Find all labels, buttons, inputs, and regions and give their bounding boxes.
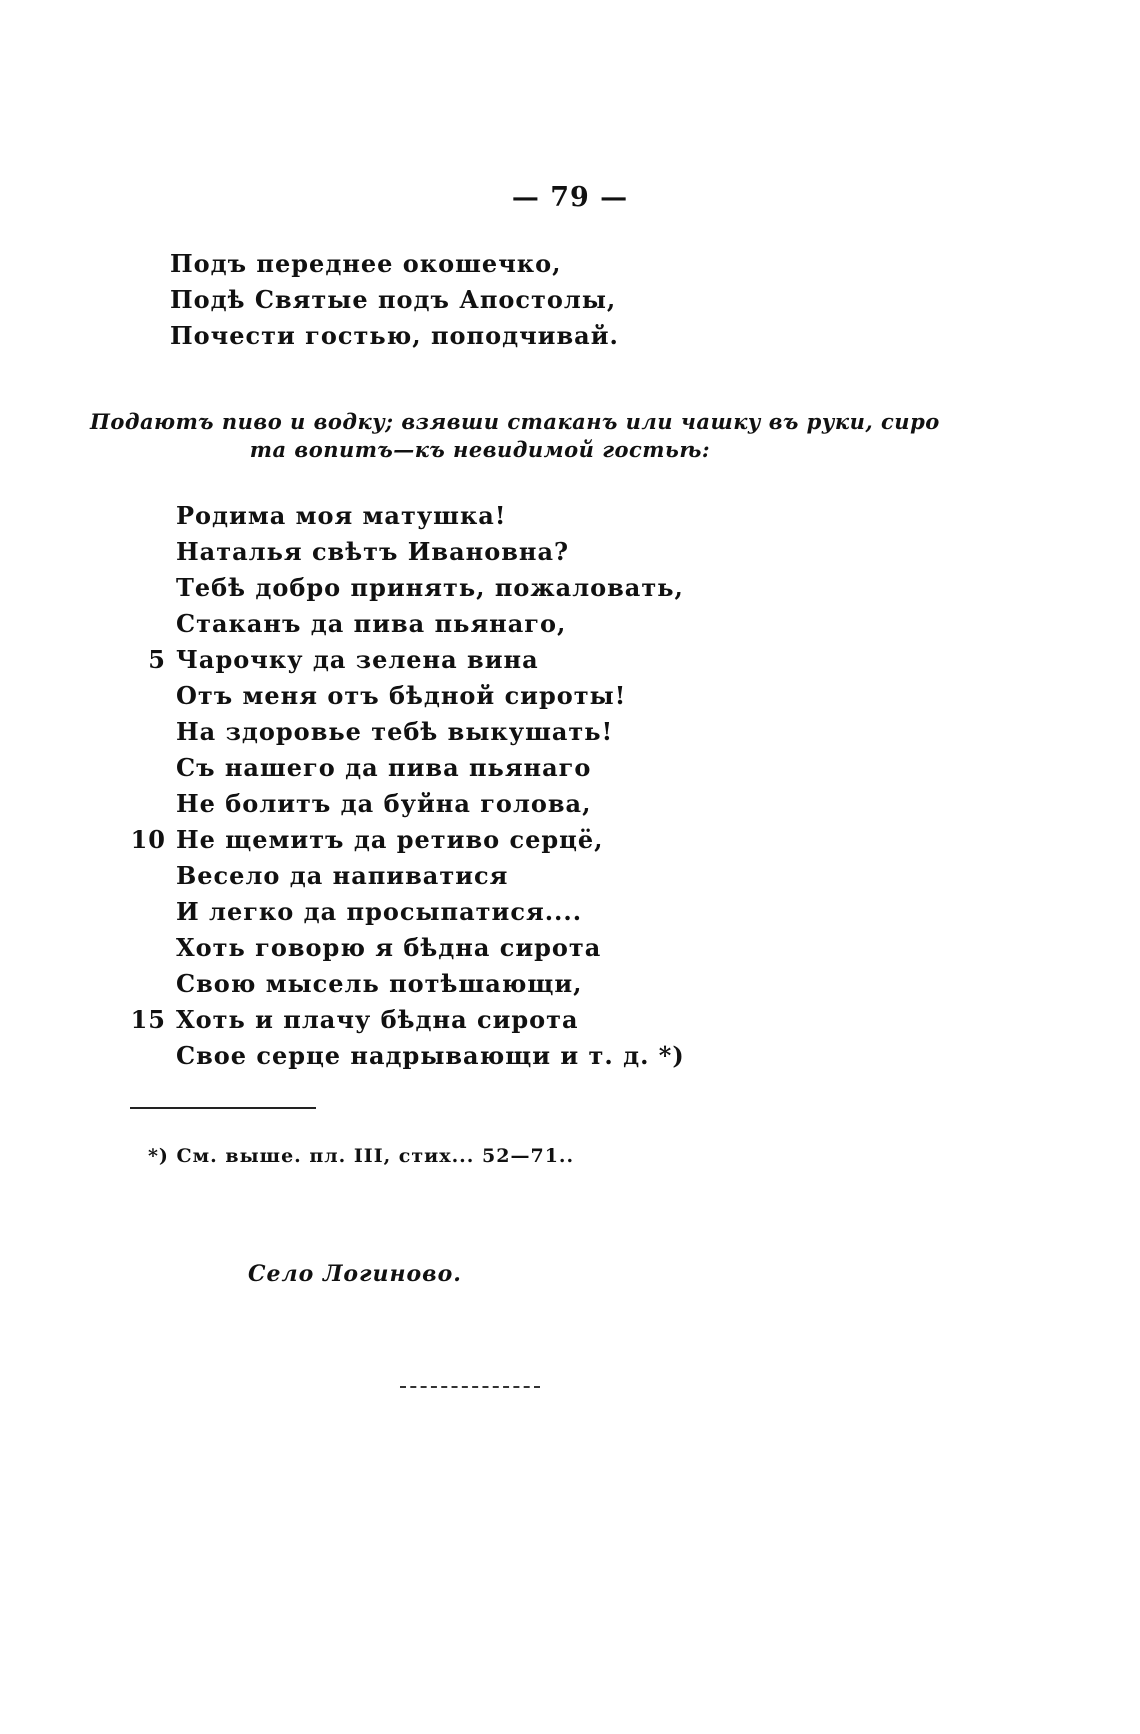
verse-line (130, 822, 685, 858)
verse-line: Подъ переднее окошечко, (170, 249, 562, 278)
verse-text: Родима моя матушка! (176, 501, 507, 530)
end-divider (400, 1386, 540, 1388)
verse-line (176, 534, 685, 570)
line-number: 15 (130, 1005, 166, 1034)
line-number: 10 (130, 825, 166, 854)
stage-direction (90, 408, 940, 464)
verse-text: Съ нашего да пива пьянаго (176, 753, 592, 782)
line-number: 5 (148, 645, 166, 674)
verse-text: Весело да напиватися (176, 861, 509, 890)
verse-line (130, 1002, 685, 1038)
lament-verse (130, 498, 685, 1074)
verse-text: Отъ меня отъ бѣдной сироты! (176, 681, 627, 710)
verse-text: На здоровье тебѣ выкушать! (176, 717, 614, 746)
verse-text: Хоть говорю я бѣдна сирота (176, 933, 602, 962)
verse-text: Хоть и плачу бѣдна сирота (176, 1005, 579, 1034)
verse-line (176, 714, 685, 750)
page-number: — 79 — (511, 182, 629, 213)
footnote-divider (130, 1107, 316, 1109)
verse-line (176, 786, 685, 822)
verse-text: Тебѣ добро принять, пожаловать, (176, 573, 684, 602)
verse-line (176, 1038, 685, 1074)
verse-line: Почести гостью, поподчивай. (170, 321, 619, 350)
verse-text: Чарочку да зелена вина (176, 645, 539, 674)
verse-line (176, 966, 685, 1002)
verse-line (176, 606, 685, 642)
verse-text: Наталья свѣтъ Ивановна? (176, 537, 570, 566)
verse-text: И легко да просыпатися.... (176, 897, 583, 926)
verse-line (176, 678, 685, 714)
stage-direction-line-2: та вопитъ—къ невидимой гостьѣ: (249, 437, 711, 462)
verse-line (176, 498, 685, 534)
verse-line (176, 930, 685, 966)
verse-text: Свою мысель потѣшающи, (176, 969, 583, 998)
verse-line (176, 570, 685, 606)
verse-line (176, 894, 685, 930)
top-verse (170, 246, 619, 354)
verse-text: Не болитъ да буйна голова, (176, 789, 592, 818)
verse-text: Стаканъ да пива пьянаго, (176, 609, 567, 638)
verse-text: Свое серце надрывающи и т. д. *) (176, 1041, 685, 1070)
stage-direction-line-1: Подаютъ пиво и водку; взявши стаканъ или чашку въ руки, сиро (90, 409, 940, 434)
verse-line: Подѣ Святые подъ Апостолы, (170, 285, 617, 314)
verse-line (176, 858, 685, 894)
footnote: *) См. выше. пл. III, стих... 52—71.. (148, 1145, 575, 1167)
place-name: Село Логиново. (248, 1261, 462, 1287)
verse-line (176, 750, 685, 786)
verse-text: Не щемитъ да ретиво серцё, (176, 825, 604, 854)
verse-line (148, 642, 685, 678)
